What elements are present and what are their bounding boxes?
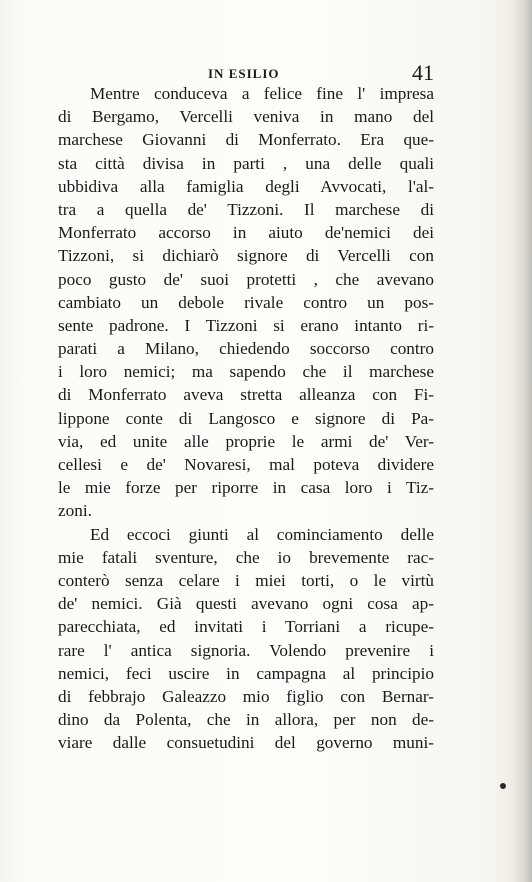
text-line: nemici, feci uscire in campagna al principio	[58, 663, 434, 683]
text-line: di febbrajo Galeazzo mio figlio con Bernar-	[58, 686, 434, 706]
text-line: lippone conte di Langosco e signore di Pa-	[58, 408, 434, 428]
text-line: di Monferrato aveva stretta alleanza con Fi-	[58, 385, 434, 405]
text-line: Ed eccoci giunti al cominciamento delle	[90, 524, 434, 544]
text-line: i loro nemici; ma sapendo che il marchese	[58, 362, 434, 382]
text-line: poco gusto de' suoi protetti , che avevano	[58, 269, 434, 289]
text-line: cambiato un debole rivale contro un pos-	[58, 292, 434, 312]
page-edge-shadow	[512, 0, 532, 882]
page-number: 41	[412, 60, 434, 85]
text-line: sente padrone. I Tizzoni si erano intanto ri-	[58, 315, 434, 335]
text-line: sta città divisa in parti , una delle quali	[58, 153, 434, 173]
body-text	[58, 82, 434, 754]
text-line: ubbidiva alla famiglia degli Avvocati, l'al-	[58, 176, 434, 196]
text-line: Monferrato accorso in aiuto de'nemici dei	[58, 223, 434, 243]
text-line: zoni.	[58, 501, 92, 521]
text-line: cellesi e de' Novaresi, mal poteva dividere	[58, 455, 434, 474]
text-line: Mentre conduceva a felice fine l' impresa	[90, 84, 434, 103]
text-line: rare l' antica signoria. Volendo prevenire i	[58, 640, 434, 660]
text-line: tra a quella de' Tizzoni. Il marchese di	[58, 199, 434, 219]
running-title: IN ESILIO	[208, 66, 280, 81]
text-line: parecchiata, ed invitati i Torriani a ricupe-	[58, 617, 434, 637]
text-line: mie fatali sventure, che io brevemente rac-	[58, 547, 434, 567]
text-line: Tizzoni, si dichiarò signore di Vercelli con	[58, 246, 434, 266]
text-line: dino da Polenta, che in allora, per non de-	[58, 710, 434, 730]
text-line: le mie forze per riporre in casa loro i Tiz-	[58, 478, 434, 498]
ink-spot	[500, 783, 506, 789]
text-line: marchese Giovanni di Monferrato. Era que-	[58, 130, 434, 150]
text-line: viare dalle consuetudini del governo muni-	[58, 733, 434, 753]
text-line: parati a Milano, chiedendo soccorso contro	[58, 339, 434, 359]
text-line: conterò senza celare i miei torti, o le virtù	[58, 570, 434, 590]
text-line: de' nemici. Già questi avevano ogni cosa ap-	[58, 594, 434, 614]
text-line: via, ed unite alle proprie le armi de' Ver-	[58, 431, 434, 451]
text-line: di Bergamo, Vercelli veniva in mano del	[58, 107, 434, 127]
